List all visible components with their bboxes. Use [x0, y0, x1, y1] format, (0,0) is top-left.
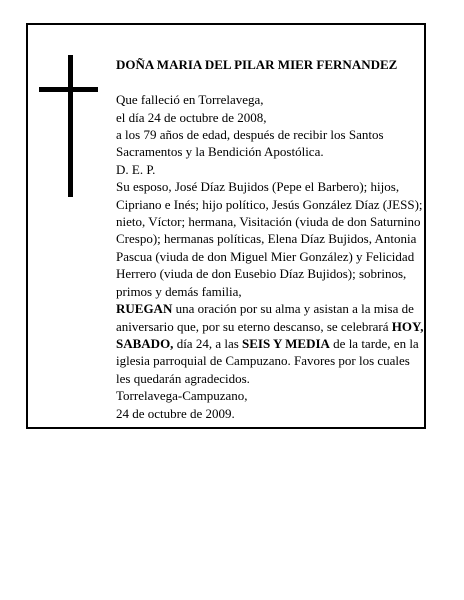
- mass-text-2: día 24, a las: [173, 335, 243, 351]
- obituary-notice: [26, 23, 426, 429]
- cross-vertical-bar: [68, 55, 73, 197]
- ruegan-text: RUEGAN: [116, 301, 173, 317]
- mass-paragraph: [116, 300, 424, 387]
- mass-day-text: HOY, SABADO,: [116, 318, 424, 351]
- death-date-line: el día 24 de octubre de 2008,: [116, 109, 267, 125]
- cross-horizontal-bar: [39, 87, 98, 92]
- age-sacraments-line: a los 79 años de edad, después de recibir los Santos Sacramentos y la Bendición Apostólica.: [116, 127, 384, 160]
- dep-line: D. E. P.: [116, 161, 156, 177]
- notice-date-line: 24 de octubre de 2009.: [116, 405, 235, 421]
- family-paragraph: Su esposo, José Díaz Bujidos (Pepe el Barbero); hijos, Cipriano e Inés; hijo político, Jesús González Díaz (JESS); nieto, Víctor; hermana, Visitación (viuda de don Saturnino Crespo); hermanas políticas, Elena Díaz Bujidos, Antonia Pascua (viuda de don Miguel Mier González) y Felicidad Herrero (viuda de don Eusebio Díaz Bujidos); sobrinos, primos y demás familia,: [116, 179, 423, 299]
- mass-text-3: de la tarde, en la iglesia parroquial de Campuzano. Favores por los cuales les quedarán agradecidos.: [116, 335, 419, 386]
- deceased-name: DOÑA MARIA DEL PILAR MIER FERNANDEZ: [116, 57, 398, 73]
- obituary-body: [116, 91, 424, 422]
- mass-text-1: una oración por su alma y asistan a la misa de aniversario que, por su eterno descanso, se celebrará: [116, 301, 414, 334]
- location-line: Torrelavega-Campuzano,: [116, 388, 248, 404]
- death-place-line: Que falleció en Torrelavega,: [116, 92, 264, 108]
- mass-time-text: SEIS Y MEDIA: [242, 335, 330, 351]
- obituary-text: [116, 39, 424, 439]
